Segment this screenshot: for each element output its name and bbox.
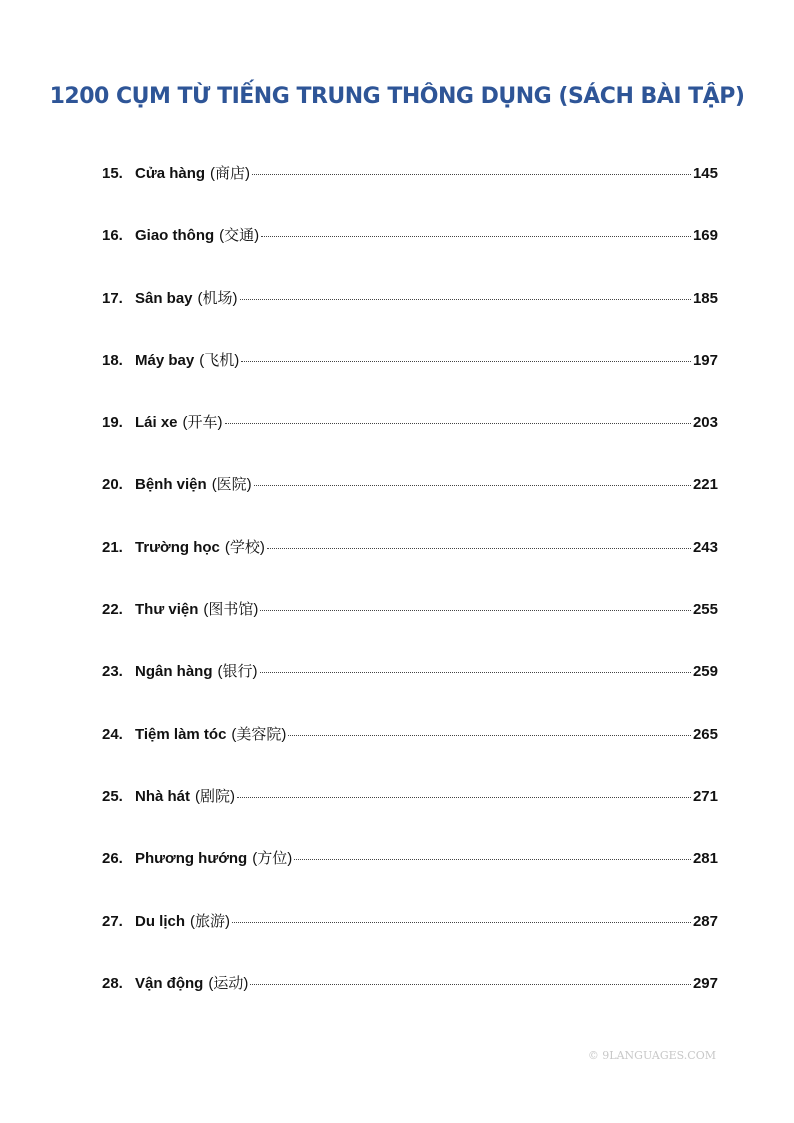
- toc-entry-title: Lái xe: [135, 414, 178, 432]
- toc-entry-title: Ngân hàng: [135, 663, 213, 681]
- toc-entry-title: Cửa hàng: [135, 165, 206, 182]
- toc-entry-chinese: (开车): [182, 414, 223, 432]
- page-title: 1200 CỤM TỪ TIẾNG TRUNG THÔNG DỤNG (SÁCH BÀI TẬP): [49, 84, 745, 109]
- toc-leader-dots: [241, 361, 691, 362]
- toc-entry[interactable]: [102, 473, 718, 535]
- toc-entry-number: 22.: [102, 601, 123, 619]
- toc-entry-number: 19.: [102, 414, 123, 432]
- toc-leader-dots: [240, 299, 691, 300]
- toc-entry-page: 203: [692, 414, 718, 432]
- watermark: © 9LANGUAGES.COM: [587, 1049, 716, 1062]
- toc-entry-page: 281: [692, 850, 718, 868]
- toc-entry-chinese: (银行): [217, 663, 258, 681]
- toc-entry-number: 24.: [102, 725, 123, 743]
- toc-entry-title: Sân bay: [135, 289, 193, 307]
- toc-leader-dots: [225, 423, 691, 424]
- toc-entry-number: 25.: [102, 787, 123, 805]
- toc-entry[interactable]: [102, 162, 718, 224]
- toc-entry-chinese: (旅游): [190, 912, 231, 930]
- toc-leader-dots: [232, 922, 691, 923]
- toc-entry-page: 169: [692, 227, 718, 245]
- toc-entry-number: 17.: [102, 289, 123, 307]
- toc-entry-title: Phương hướng: [135, 850, 248, 868]
- toc-entry-chinese: (剧院): [195, 787, 236, 805]
- toc-entry-chinese: (美容院): [231, 725, 287, 743]
- toc-entry-number: 28.: [102, 974, 123, 992]
- toc-leader-dots: [260, 610, 691, 611]
- toc-leader-dots: [288, 735, 691, 736]
- toc-entry-page: 297: [692, 974, 718, 992]
- toc-entry-number: 20.: [102, 476, 123, 494]
- toc-entry[interactable]: [102, 287, 718, 349]
- toc-entry-page: 145: [692, 165, 718, 182]
- toc-entry[interactable]: [102, 910, 718, 972]
- toc-entry[interactable]: [102, 785, 718, 847]
- toc-entry-number: 16.: [102, 227, 123, 245]
- toc-entry-chinese: (学校): [224, 538, 265, 556]
- toc-entry-number: 15.: [102, 165, 123, 182]
- toc-entry[interactable]: [102, 411, 718, 473]
- toc-entry-chinese: (机场): [197, 289, 238, 307]
- toc-entry-number: 21.: [102, 538, 123, 556]
- toc-entry[interactable]: [102, 349, 718, 411]
- table-of-contents: [102, 162, 718, 1034]
- toc-entry-page: 243: [692, 538, 718, 556]
- toc-leader-dots: [294, 859, 691, 860]
- toc-entry-page: 265: [692, 725, 718, 743]
- toc-entry-title: Trường học: [135, 538, 220, 556]
- toc-entry[interactable]: [102, 972, 718, 1034]
- toc-leader-dots: [254, 485, 691, 486]
- toc-entry-chinese: (医院): [211, 476, 252, 494]
- toc-entry-number: 18.: [102, 351, 123, 369]
- toc-entry-page: 287: [692, 912, 718, 930]
- toc-entry-chinese: (方位): [252, 850, 293, 868]
- toc-entry-title: Giao thông: [135, 227, 215, 245]
- toc-entry-title: Tiệm làm tóc: [135, 725, 227, 743]
- toc-leader-dots: [267, 548, 691, 549]
- toc-entry-page: 185: [692, 289, 718, 307]
- toc-entry-page: 271: [692, 787, 718, 805]
- toc-entry-title: Thư viện: [135, 601, 199, 619]
- toc-entry[interactable]: [102, 598, 718, 660]
- toc-entry-title: Nhà hát: [135, 787, 191, 805]
- toc-entry[interactable]: [102, 660, 718, 722]
- toc-entry-number: 27.: [102, 912, 123, 930]
- toc-entry[interactable]: [102, 224, 718, 286]
- toc-leader-dots: [237, 797, 691, 798]
- toc-entry[interactable]: [102, 847, 718, 909]
- toc-entry-chinese: (飞机): [199, 351, 240, 369]
- toc-entry-page: 259: [692, 663, 718, 681]
- toc-entry-title: Bệnh viện: [135, 476, 207, 494]
- toc-entry[interactable]: [102, 723, 718, 785]
- toc-leader-dots: [250, 984, 691, 985]
- toc-entry-number: 26.: [102, 850, 123, 868]
- toc-leader-dots: [261, 236, 691, 237]
- toc-entry-page: 221: [692, 476, 718, 494]
- toc-leader-dots: [252, 174, 691, 175]
- toc-entry[interactable]: [102, 536, 718, 598]
- toc-entry-title: Máy bay: [135, 351, 195, 369]
- toc-entry-page: 197: [692, 351, 718, 369]
- toc-entry-page: 255: [692, 601, 718, 619]
- toc-entry-title: Vận động: [135, 974, 204, 992]
- toc-leader-dots: [260, 672, 691, 673]
- toc-entry-number: 23.: [102, 663, 123, 681]
- toc-entry-title: Du lịch: [135, 912, 186, 930]
- toc-entry-chinese: (交通): [219, 227, 260, 245]
- toc-entry-chinese: (图书馆): [203, 601, 259, 619]
- toc-entry-chinese: (运动): [208, 974, 249, 992]
- toc-entry-chinese: (商店): [210, 165, 251, 182]
